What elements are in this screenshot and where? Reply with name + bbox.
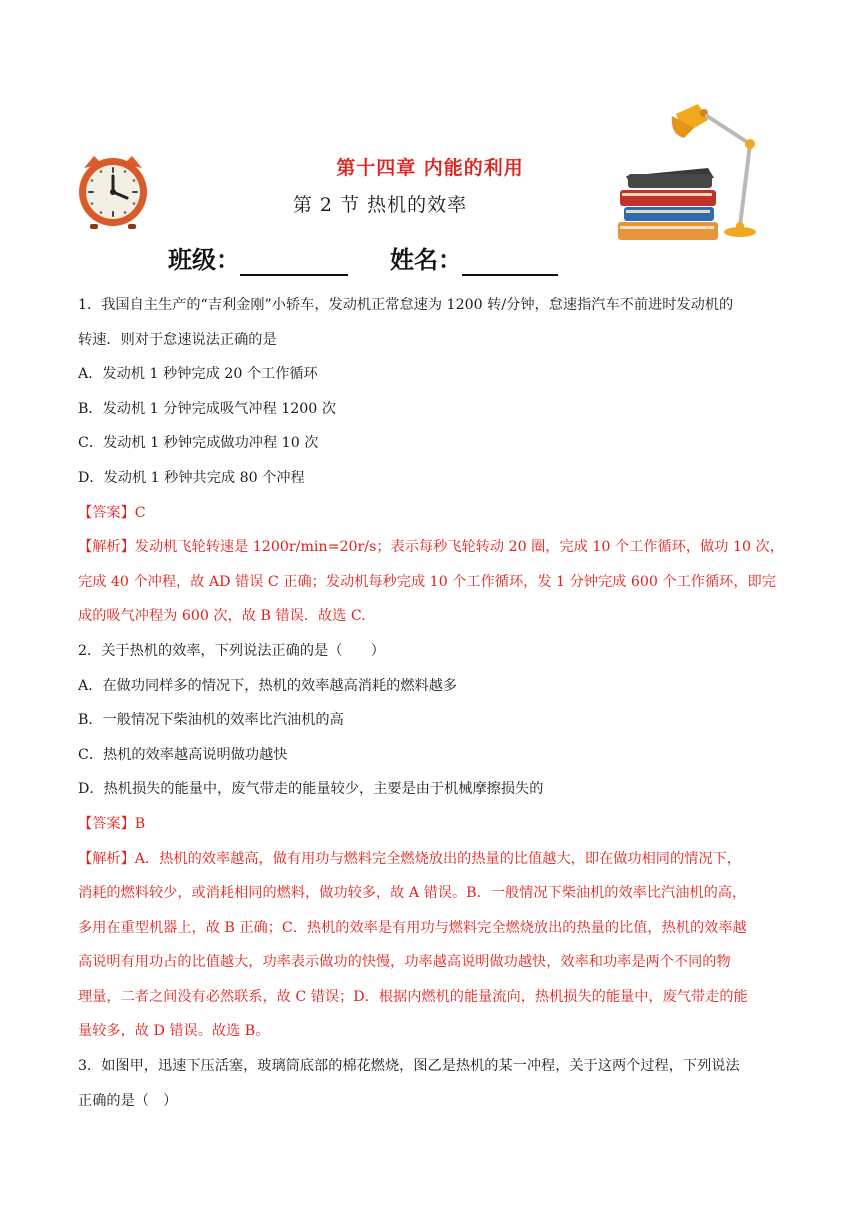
question-2-analysis-line: 消耗的燃料较少，或消耗相同的燃料，做功较多，故 A 错误。B．一般情况下柴油机的效率比汽油机的高， bbox=[78, 885, 747, 902]
analysis-text: A．热机的效率越高，做有用功与燃料完全燃烧放出的热量的比值越大，即在做功相同的情况下， bbox=[134, 850, 741, 867]
analysis-label: 【解析】 bbox=[78, 850, 135, 867]
name-label: 姓名： bbox=[390, 246, 462, 274]
question-list bbox=[78, 288, 790, 1118]
question-2-analysis-line: 理量，二者之间没有必然联系，故 C 错误；D．根据内燃机的能量流向，热机损失的能量中，废气带走的能 bbox=[78, 988, 748, 1005]
question-2-analysis-line bbox=[78, 842, 790, 877]
student-info-row bbox=[168, 240, 558, 276]
answer-value: B bbox=[134, 815, 146, 832]
question-1-analysis-line: 成的吸气冲程为 600 次，故 B 错误．故选 C. bbox=[78, 608, 366, 625]
question-1-option-b: B．发动机 1 分钟完成吸气冲程 1200 次 bbox=[78, 400, 337, 417]
class-blank[interactable] bbox=[240, 246, 348, 276]
class-label: 班级： bbox=[168, 246, 240, 274]
analysis-label: 【解析】 bbox=[78, 539, 135, 556]
question-3-stem-line: 正确的是（ ） bbox=[78, 1092, 178, 1109]
answer-label: 【答案】 bbox=[78, 504, 135, 521]
question-1-option-c: C．发动机 1 秒钟完成做功冲程 10 次 bbox=[78, 435, 319, 452]
chapter-title: 第十四章 内能的利用 bbox=[336, 157, 524, 179]
question-1-stem-line: 转速．则对于怠速说法正确的是 bbox=[78, 331, 277, 348]
question-2-option-d: D．热机损失的能量中，废气带走的能量较少，主要是由于机械摩擦损失的 bbox=[78, 781, 544, 798]
question-1-option-a: A．发动机 1 秒钟完成 20 个工作循环 bbox=[78, 366, 318, 383]
question-1-analysis-line: 完成 40 个冲程，故 AD 错误 C 正确；发动机每秒完成 10 个工作循环，发 1 分钟完成 600 个工作循环，即完 bbox=[78, 573, 776, 590]
name-blank[interactable] bbox=[462, 246, 558, 276]
question-1-analysis-line bbox=[78, 530, 790, 565]
question-3-stem-line: 3．如图甲，迅速下压活塞，玻璃筒底部的棉花燃烧，图乙是热机的某一冲程，关于这两个过程，下列说法 bbox=[78, 1058, 740, 1075]
question-2-option-b: B．一般情况下柴油机的效率比汽油机的高 bbox=[78, 712, 344, 729]
answer-value: C bbox=[134, 504, 146, 521]
question-2-answer bbox=[78, 807, 790, 842]
question-2-option-a: A．在做功同样多的情况下，热机的效率越高消耗的燃料越多 bbox=[78, 677, 458, 694]
question-1-option-d: D．发动机 1 秒钟共完成 80 个冲程 bbox=[78, 469, 305, 486]
analysis-text: 发动机飞轮转速是 1200r/min=20r/s；表示每秒飞轮转动 20 圈，完成 10 个工作循环，做功 10 次， bbox=[134, 539, 784, 556]
question-1-stem-line: 1．我国自主生产的“吉利金刚”小轿车，发动机正常怠速为 1200 转/分钟，怠速指汽车不前进时发动机的 bbox=[78, 297, 734, 313]
question-2-analysis-line: 高说明有用功占的比值越大，功率表示做功的快慢，功率越高说明做功越快，效率和功率是两个不同的物 bbox=[78, 954, 731, 971]
section-title: 第 2 节 热机的效率 bbox=[292, 194, 468, 216]
question-2-analysis-line: 多用在重型机器上，故 B 正确；C．热机的效率是有用功与燃料完全燃烧放出的热量的比值，热机的效率越 bbox=[78, 919, 747, 936]
answer-label: 【答案】 bbox=[78, 815, 135, 832]
question-2-analysis-line: 量较多，故 D 错误。故选 B。 bbox=[78, 1023, 270, 1040]
question-2-stem-line: 2．关于热机的效率，下列说法正确的是（ ） bbox=[78, 642, 385, 659]
question-1-answer bbox=[78, 496, 790, 531]
question-2-option-c: C．热机的效率越高说明做功越快 bbox=[78, 746, 288, 763]
